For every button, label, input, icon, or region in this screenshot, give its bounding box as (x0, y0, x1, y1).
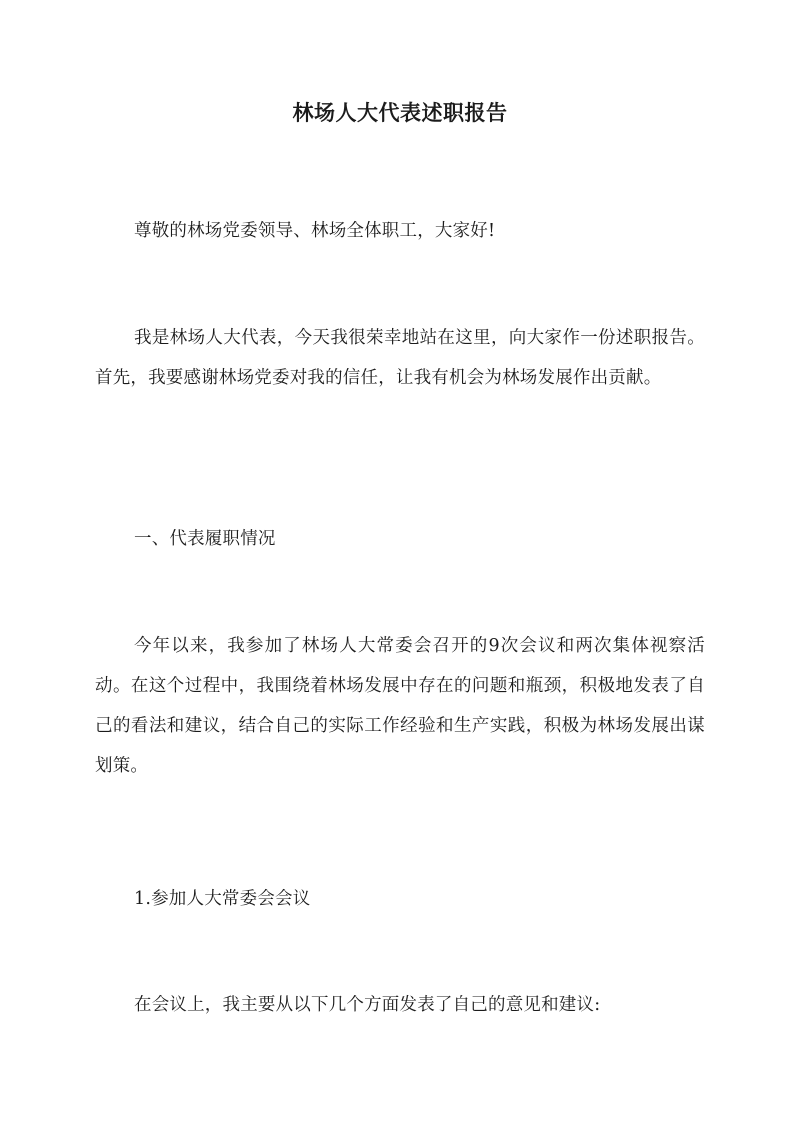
subsection-heading-meetings: 1.参加人大常委会会议 (134, 889, 311, 909)
document-title: 林场人大代表述职报告 (292, 100, 508, 125)
section-paragraph-duty: 今年以来，我参加了林场人大常委会召开的9次会议和两次集体视察活动。在这个过程中，我围绕着林场发展中存在的问题和瓶颈，积极地发表了自己的看法和建议，结合自己的实际工作经验和生产实践，积极为林场发展出谋划策。 (95, 636, 705, 776)
greeting-paragraph: 尊敬的林场党委领导、林场全体职工，大家好! (134, 221, 496, 241)
subsection-paragraph-meetings: 在会议上，我主要从以下几个方面发表了自己的意见和建议: (134, 995, 601, 1015)
intro-paragraph: 我是林场人大代表，今天我很荣幸地站在这里，向大家作一份述职报告。首先，我要感谢林场党委对我的信任，让我有机会为林场发展作出贡献。 (95, 328, 705, 388)
section-heading-duty: 一、代表履职情况 (134, 529, 276, 549)
